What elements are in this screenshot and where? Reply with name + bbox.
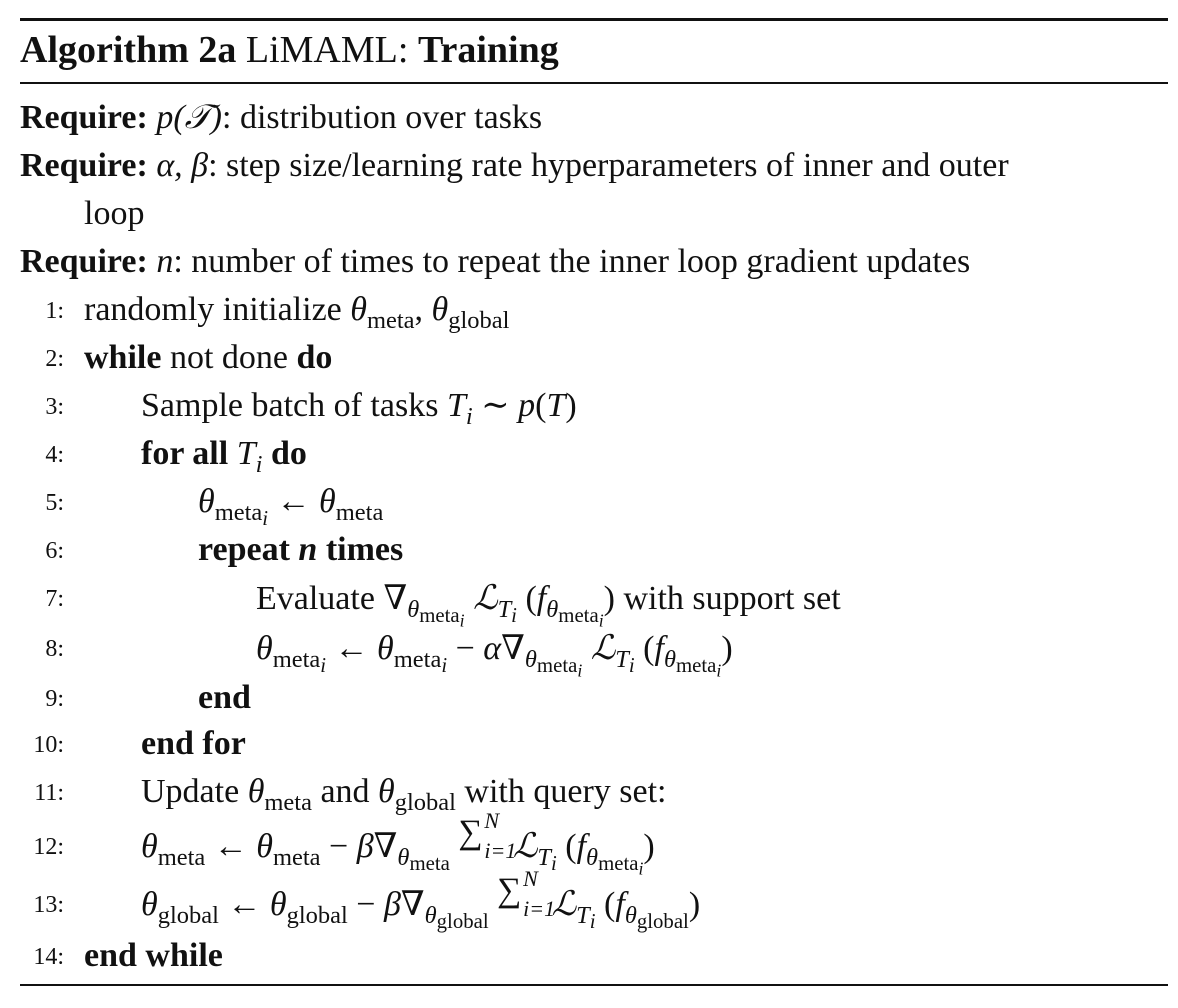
step-4	[0, 432, 1178, 476]
step-body: Sample batch of tasks $T_i$ ∼ p(T)	[141, 387, 577, 430]
step-body: $\theta_{meta}$ ← $\theta_{meta} - \beta\nabla_{\theta_{meta}}$ ∑ N i=1 ℒ$_{T_i}$ $(f_{\theta_{meta_i}})$	[141, 808, 655, 879]
line-number: 3:	[45, 394, 64, 420]
require-text: : distribution over tasks	[222, 99, 543, 136]
step-body: while not done do	[84, 339, 333, 376]
step-body: Evaluate $\nabla_{\theta_{meta_i}}$ ℒ$_{T_i}$ $(f_{\theta_{meta_i}})$ with support set	[256, 578, 841, 631]
line-number: 4:	[45, 442, 64, 468]
line-number: 2:	[45, 346, 64, 372]
require-math: n	[156, 243, 174, 280]
title-rule	[20, 82, 1168, 84]
line-number: 9:	[45, 686, 64, 712]
require-keyword: Require:	[20, 99, 148, 136]
step-body: end for	[141, 725, 246, 762]
line-number: 11:	[34, 780, 64, 806]
line-number: 14:	[33, 944, 64, 970]
step-8	[0, 626, 1178, 681]
require-text: : number of times to repeat the inner loop gradient updates	[173, 243, 971, 280]
line-number: 10:	[33, 732, 64, 758]
require-text: : step size/learning rate hyperparameters of inner and outer	[208, 147, 1009, 184]
require-keyword: Require:	[20, 243, 148, 280]
step-2	[0, 336, 1178, 380]
step-body: Update $\theta_{meta}$ and $\theta_{global}$ with query set:	[141, 773, 667, 816]
line-number: 12:	[33, 834, 64, 860]
step-body: randomly initialize $\theta_{meta}$, $\theta_{global}$	[84, 291, 510, 334]
require-math: p(𝒯)	[156, 99, 223, 136]
step-5	[0, 480, 1178, 531]
line-number: 5:	[45, 490, 64, 516]
step-9	[0, 676, 1178, 720]
top-rule	[20, 18, 1168, 21]
require-line-1	[0, 96, 1178, 140]
step-13	[0, 866, 1178, 934]
require-math: α, β	[156, 147, 209, 184]
step-14	[0, 934, 1178, 978]
step-body: repeat n times	[198, 531, 404, 568]
step-body: $\theta_{meta_i}$ ← $\theta_{meta}$	[198, 483, 384, 531]
bottom-rule	[20, 984, 1168, 986]
require-line-2	[0, 144, 1178, 188]
step-7	[0, 576, 1178, 631]
step-11	[0, 770, 1178, 814]
require-continuation: loop	[84, 195, 145, 232]
step-10	[0, 722, 1178, 766]
step-12	[0, 808, 1178, 879]
step-1	[0, 288, 1178, 332]
algorithm-subtitle: Training	[417, 29, 559, 71]
step-3	[0, 384, 1178, 428]
require-keyword: Require:	[20, 147, 148, 184]
require-line-2-continuation	[0, 192, 1178, 236]
step-body: end while	[84, 937, 223, 974]
step-body: for all $T_i$ do	[141, 435, 307, 478]
algorithm-name: LiMAML:	[245, 29, 409, 71]
step-6	[0, 528, 1178, 572]
line-number: 13:	[33, 892, 64, 918]
line-number: 1:	[45, 298, 64, 324]
algorithm-label: Algorithm 2a	[20, 29, 237, 71]
line-number: 8:	[45, 636, 64, 662]
step-body: end	[198, 679, 251, 716]
step-body: $\theta_{global}$ ← $\theta_{global} - \beta\nabla_{\theta_{global}}$ ∑ N i=1 ℒ$_{T_i}$ $(f_{\theta_{global}})$	[141, 866, 701, 934]
algorithm-title	[20, 26, 559, 74]
line-number: 7:	[45, 586, 64, 612]
line-number: 6:	[45, 538, 64, 564]
step-body: $\theta_{meta_i}$ ← $\theta_{meta_i} - \alpha\nabla_{\theta_{meta_i}}$ ℒ$_{T_i}$ $(f_{\theta_{meta_i}})$	[256, 628, 733, 681]
require-line-3	[0, 240, 1178, 284]
